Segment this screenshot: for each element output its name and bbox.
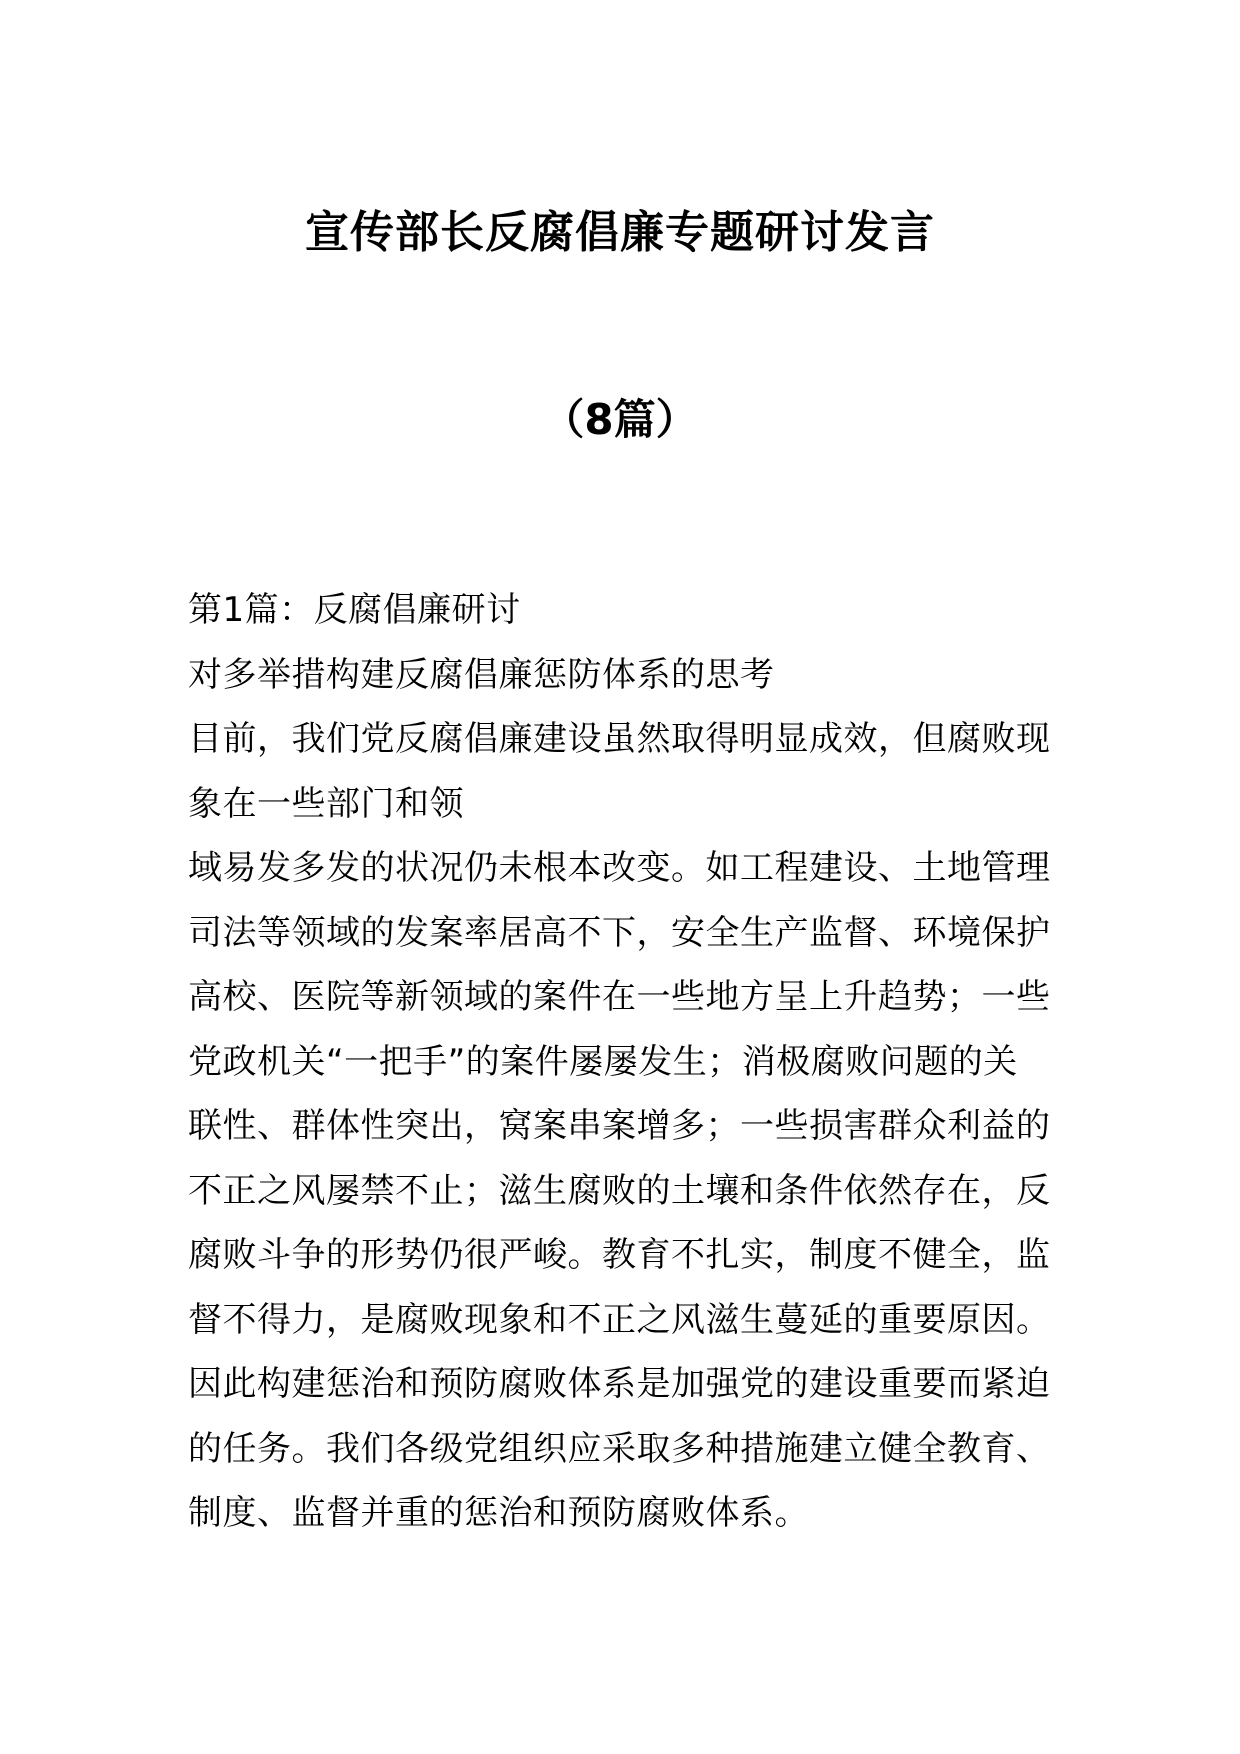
body-line: 党政机关“一把手”的案件屡屡发生；消极腐败问题的关 xyxy=(188,1041,1018,1082)
body-line: 象在一些部门和领 xyxy=(188,783,464,824)
body-line: 域易发多发的状况仍未根本改变。如工程建设、土地管理 xyxy=(188,848,1051,888)
body-line: 高校、医院等新领域的案件在一些地方呈上升趋势；一些 xyxy=(188,977,1051,1017)
body-line: 不正之风屡禁不止；滋生腐败的土壤和条件依然存在，反 xyxy=(188,1170,1051,1211)
article-heading: 对多举措构建反腐倡廉惩防体系的思考 xyxy=(188,654,775,695)
body-line: 目前，我们党反腐倡廉建设虽然取得明显成效，但腐败现 xyxy=(188,719,1051,759)
document-subtitle: （8篇） xyxy=(542,395,698,444)
body-line: 制度、监督并重的惩治和预防腐败体系。 xyxy=(188,1493,809,1533)
body-line: 因此构建惩治和预防腐败体系是加强党的建设重要而紧迫 xyxy=(188,1364,1051,1404)
body-line: 的任务。我们各级党组织应采取多种措施建立健全教育、 xyxy=(188,1428,1051,1469)
body-line: 腐败斗争的形势仍很严峻。教育不扎实，制度不健全，监 xyxy=(188,1235,1051,1275)
section-heading: 第1篇：反腐倡廉研讨 xyxy=(188,590,521,630)
document-title: 宣传部长反腐倡廉专题研讨发言 xyxy=(305,207,935,258)
body-line: 联性、群体性突出，窝案串案增多；一些损害群众利益的 xyxy=(188,1106,1051,1146)
document-body xyxy=(188,578,1068,1546)
body-line: 督不得力，是腐败现象和不正之风滋生蔓延的重要原因。 xyxy=(188,1299,1051,1340)
body-line: 司法等领域的发案率居高不下，安全生产监督、环境保护 xyxy=(188,912,1051,953)
